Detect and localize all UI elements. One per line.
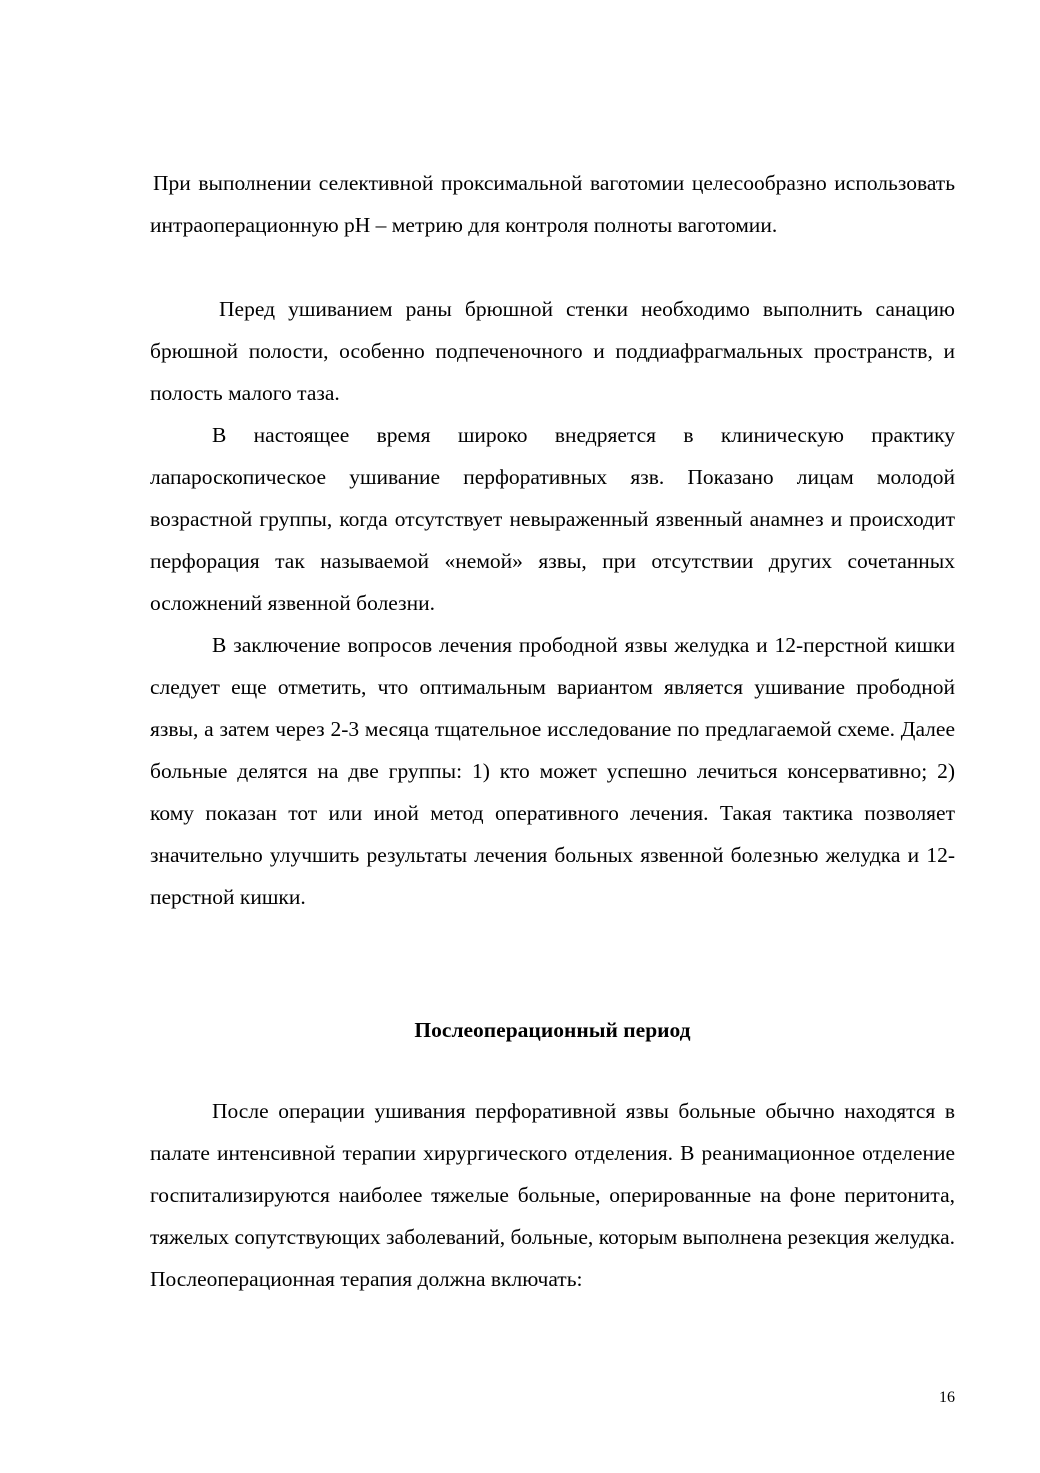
paragraph-text: В настоящее время широко внедряется в клиническую практику лапароскопическое ушивание перфоративных язв. Показано лицам молодой возрастной группы, когда отсутствует невыраженный язвенный анамнез и происходит перфорация так называемой «немой» язвы, при отсутствии других сочетанных осложнений язвенной болезни. — [150, 423, 955, 615]
section-heading: Послеоперационный период — [414, 1018, 691, 1042]
paragraph-text: При выполнении селективной проксимальной ваготомии целесообразно использовать интраоперационную pH – метрию для контроля полноты ваготомии. — [150, 171, 955, 237]
paragraph-text: После операции ушивания перфоративной язвы больные обычно находятся в палате интенсивной терапии хирургического отделения. В реанимационное отделение госпитализируются наиболее тяжелые больные, оперированные на фоне перитонита, тяжелых сопутствующих заболеваний, больные, которым выполнена резекция желудка. Послеоперационная терапия должна включать: — [150, 1099, 955, 1291]
paragraph — [150, 1090, 955, 1300]
paragraph — [150, 162, 955, 246]
paragraph — [150, 414, 955, 624]
paragraph — [150, 288, 955, 414]
paragraph — [150, 624, 955, 918]
page-number: 16 — [939, 1389, 955, 1406]
paragraph-text: Перед ушиванием раны брюшной стенки необходимо выполнить санацию брюшной полости, особенно подпеченочного и поддиафрагмальных пространств, и полость малого таза. — [150, 297, 955, 405]
paragraph-text: В заключение вопросов лечения прободной язвы желудка и 12-перстной кишки следует еще отметить, что оптимальным вариантом является ушивание прободной язвы, а затем через 2-3 месяца тщательное исследование по предлагаемой схеме. Далее больные делятся на две группы: 1) кто может успешно лечиться консервативно; 2) кому показан тот или иной метод оперативного лечения. Такая тактика позволяет значительно улучшить результаты лечения больных язвенной болезнью желудка и 12-перстной кишки. — [150, 633, 955, 909]
